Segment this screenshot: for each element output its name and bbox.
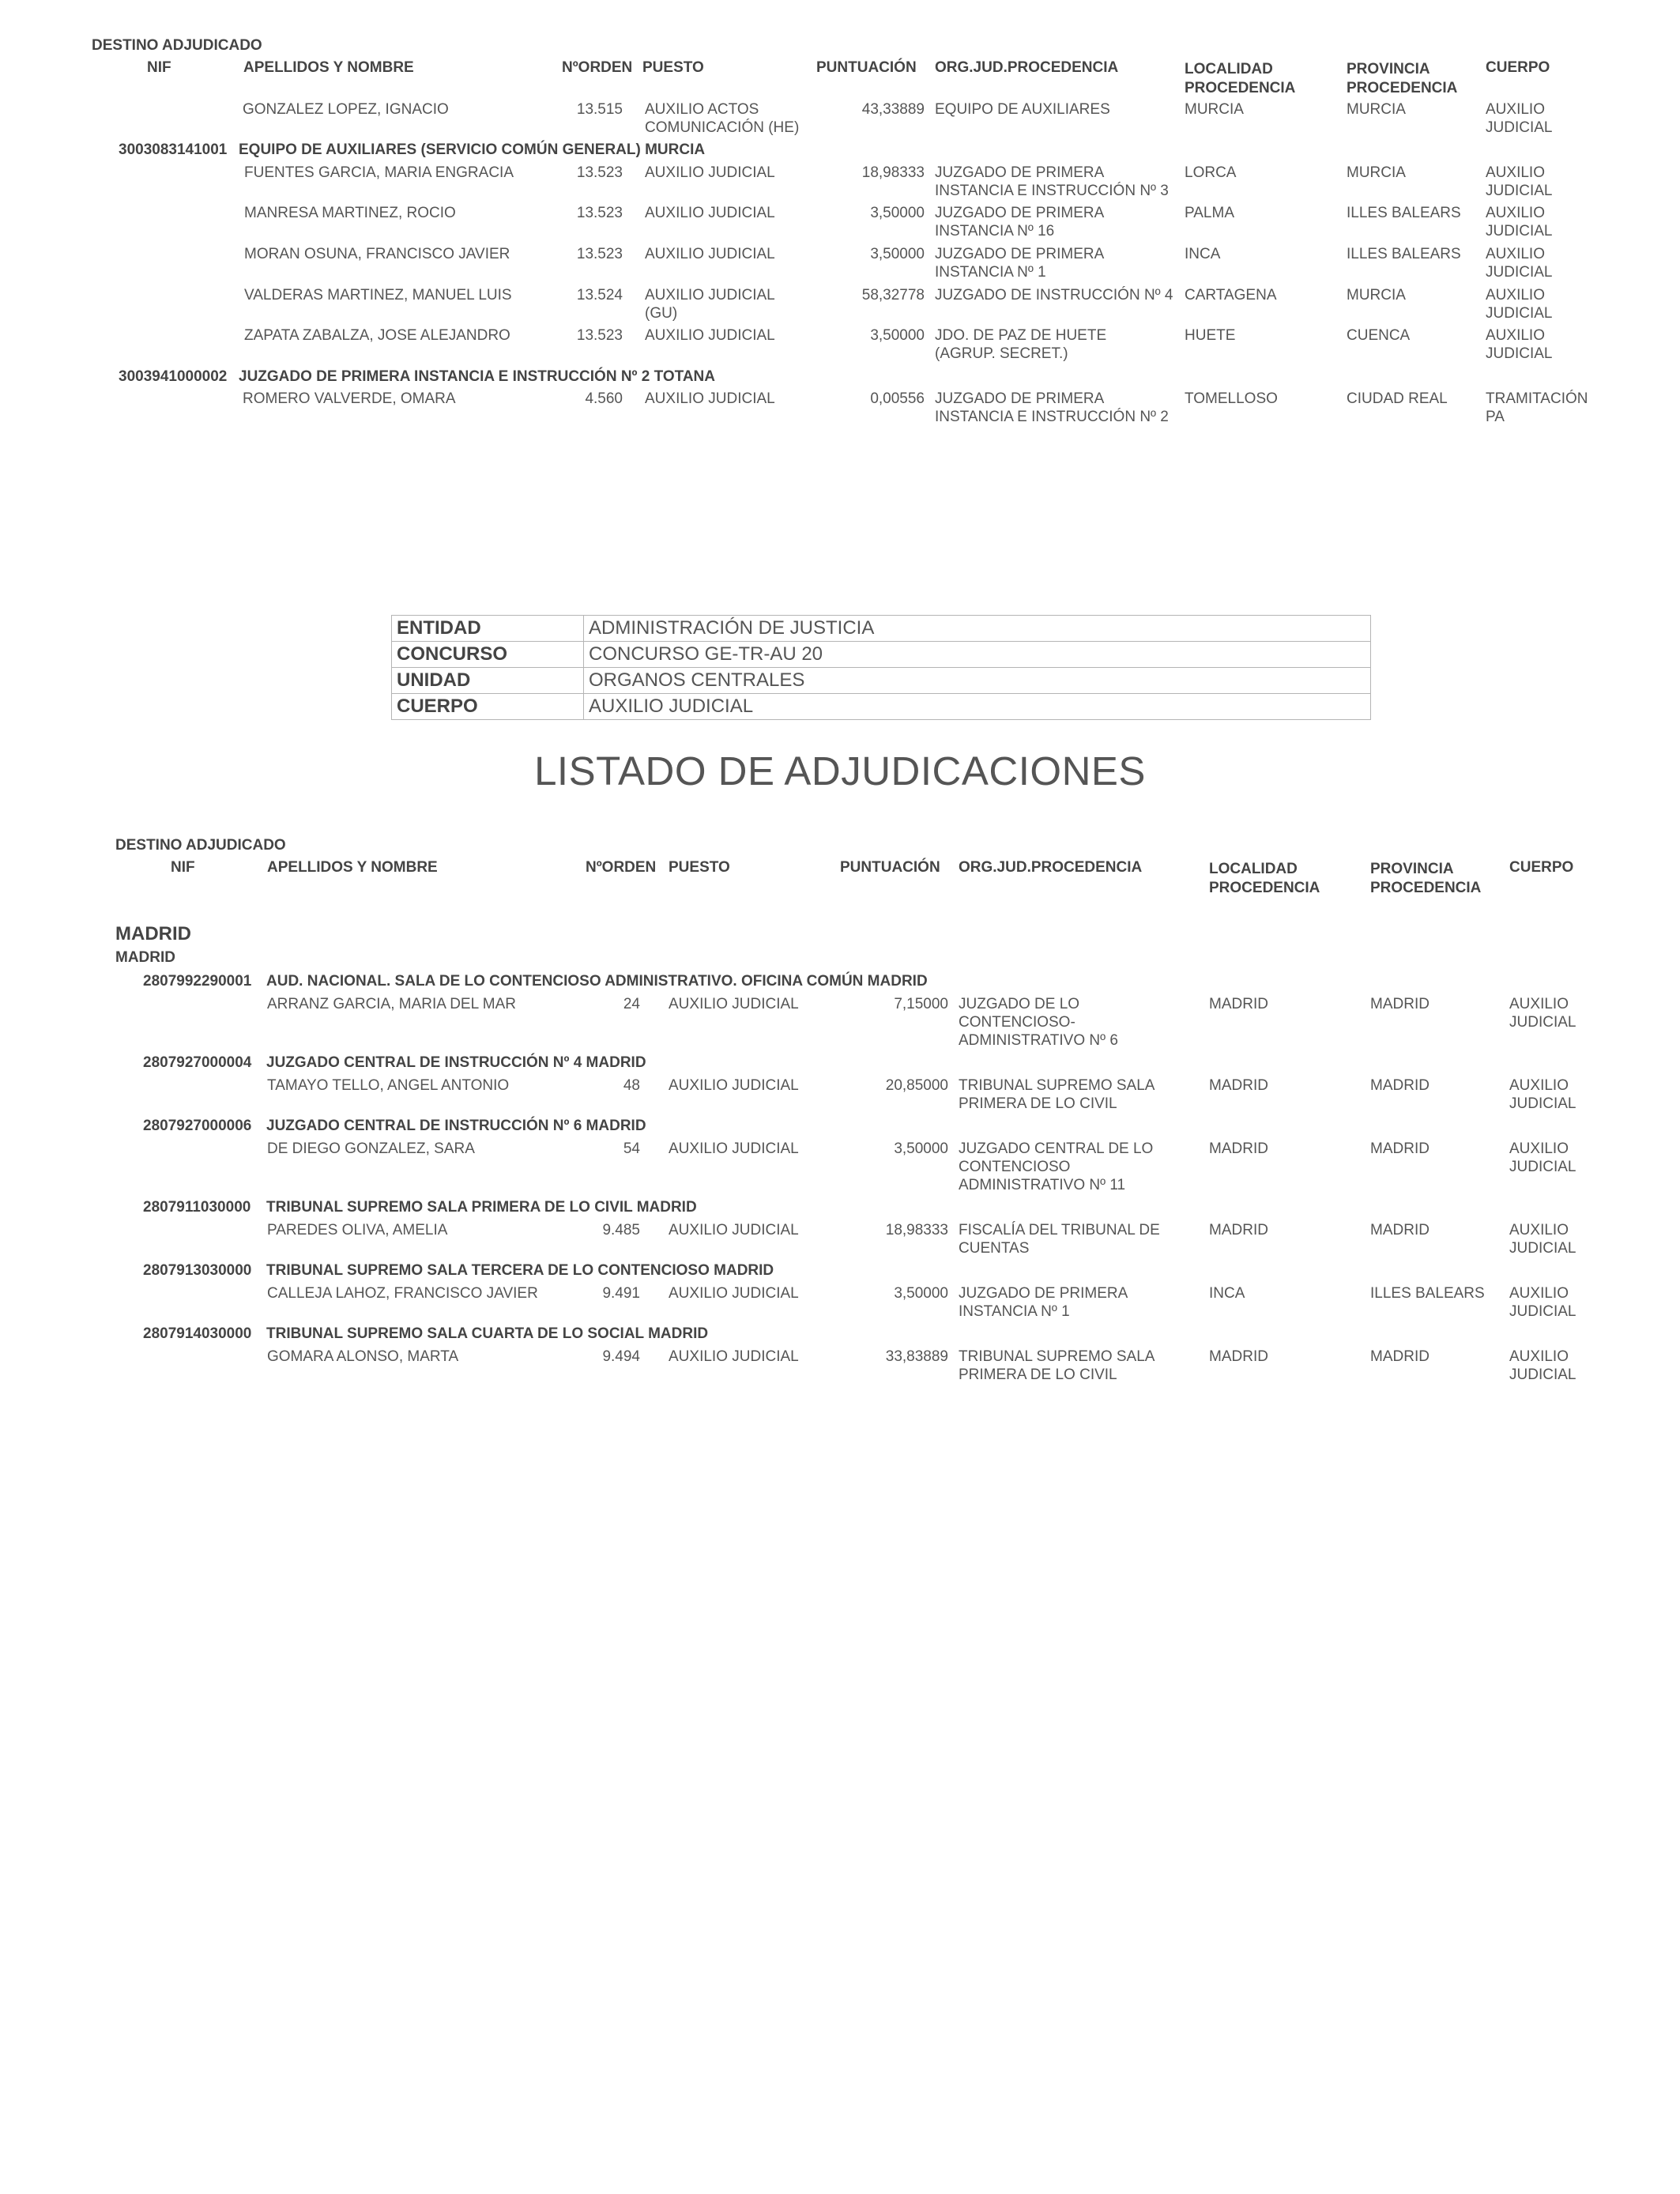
provincia-cell: MADRID [1370, 1140, 1430, 1157]
puntos-cell: 3,50000 [870, 246, 925, 262]
provincia-cell: CUENCA [1347, 327, 1411, 344]
orden-cell: 13.515 [576, 101, 623, 118]
name-cell: ARRANZ GARCIA, MARIA DEL MAR [267, 996, 516, 1012]
localidad-header: LOCALIDAD PROCEDENCIA [1185, 61, 1296, 96]
localidad-cell: CARTAGENA [1185, 287, 1277, 303]
apellidos-header: APELLIDOS Y NOMBRE [267, 859, 438, 876]
unidad-value: ORGANOS CENTRALES [584, 668, 1371, 694]
destino-code: 3003941000002 [119, 368, 228, 385]
destino-name: TRIBUNAL SUPREMO SALA CUARTA DE LO SOCIAL MADRID [266, 1325, 709, 1342]
name-cell: DE DIEGO GONZALEZ, SARA [267, 1140, 475, 1157]
puesto-cell: AUXILIO ACTOS COMUNICACIÓN (HE) [645, 101, 800, 136]
puntos-cell: 3,50000 [894, 1140, 948, 1157]
destino-name: AUD. NACIONAL. SALA DE LO CONTENCIOSO ADMINISTRATIVO. OFICINA COMÚN MADRID [266, 973, 928, 990]
norden-header: NºORDEN [562, 59, 633, 76]
info-row-entidad [392, 616, 1371, 642]
orden-cell: 13.524 [576, 287, 623, 303]
provincia-cell: ILLES BALEARS [1347, 205, 1461, 221]
puesto-cell: AUXILIO JUDICIAL [669, 1285, 799, 1302]
info-row-cuerpo [392, 694, 1371, 720]
puntos-cell: 18,98333 [885, 1222, 948, 1238]
orden-cell: 24 [623, 996, 640, 1012]
destino-name: JUZGADO CENTRAL DE INSTRUCCIÓN Nº 6 MADRID [266, 1118, 646, 1134]
cuerpo-cell: AUXILIO JUDICIAL [1509, 1285, 1576, 1320]
puesto-cell: AUXILIO JUDICIAL [645, 390, 775, 407]
puesto-cell: AUXILIO JUDICIAL [669, 1348, 799, 1365]
orden-cell: 9.494 [602, 1348, 640, 1365]
orden-cell: 13.523 [576, 246, 623, 262]
puesto-cell: AUXILIO JUDICIAL [669, 1222, 799, 1238]
org-cell: FISCALÍA DEL TRIBUNAL DE CUENTAS [959, 1222, 1160, 1257]
provincia-cell: MURCIA [1347, 287, 1406, 303]
cuerpo-cell: AUXILIO JUDICIAL [1509, 1140, 1576, 1175]
orden-cell: 9.485 [602, 1222, 640, 1238]
cuerpo-header: CUERPO [1486, 59, 1550, 76]
puesto-header: PUESTO [642, 59, 704, 76]
cuerpo-cell: AUXILIO JUDICIAL [1486, 101, 1553, 136]
entidad-label: ENTIDAD [392, 616, 584, 642]
puntos-cell: 20,85000 [885, 1077, 948, 1094]
puntos-cell: 3,50000 [870, 205, 925, 221]
info-row-unidad [392, 668, 1371, 694]
puntos-cell: 33,83889 [885, 1348, 948, 1365]
orden-cell: 48 [623, 1077, 640, 1094]
provincia-cell: ILLES BALEARS [1370, 1285, 1485, 1302]
provincia-cell: MADRID [1370, 1077, 1430, 1094]
org-header: ORG.JUD.PROCEDENCIA [935, 59, 1119, 76]
puesto-cell: AUXILIO JUDICIAL [669, 1077, 799, 1094]
destino-code: 2807927000006 [143, 1118, 252, 1134]
localidad-cell: MADRID [1209, 1222, 1268, 1238]
puesto-header: PUESTO [669, 859, 730, 876]
localidad-cell: INCA [1209, 1285, 1245, 1302]
localidad-cell: MADRID [1209, 1140, 1268, 1157]
destino-name: TRIBUNAL SUPREMO SALA PRIMERA DE LO CIVIL MADRID [266, 1199, 697, 1216]
destino-adjudicado-header: DESTINO ADJUDICADO [92, 37, 262, 54]
provincia-cell: MURCIA [1347, 101, 1406, 118]
name-cell: GONZALEZ LOPEZ, IGNACIO [243, 101, 449, 118]
nif-header: NIF [171, 859, 195, 876]
org-cell: JUZGADO DE PRIMERA INSTANCIA Nº 1 [959, 1285, 1128, 1320]
info-row-concurso [392, 642, 1371, 668]
destino-name: JUZGADO CENTRAL DE INSTRUCCIÓN Nº 4 MADRID [266, 1054, 646, 1071]
name-cell: GOMARA ALONSO, MARTA [267, 1348, 459, 1365]
provincia-cell: MURCIA [1347, 164, 1406, 181]
localidad-cell: INCA [1185, 246, 1221, 262]
apellidos-header: APELLIDOS Y NOMBRE [243, 59, 414, 76]
localidad-cell: PALMA [1185, 205, 1235, 221]
name-cell: MANRESA MARTINEZ, ROCIO [244, 205, 456, 221]
puesto-cell: AUXILIO JUDICIAL [645, 205, 775, 221]
localidad-cell: MADRID [1209, 996, 1268, 1012]
localidad-header: LOCALIDAD PROCEDENCIA [1209, 861, 1320, 896]
localidad-cell: LORCA [1185, 164, 1237, 181]
name-cell: ZAPATA ZABALZA, JOSE ALEJANDRO [244, 327, 510, 344]
puesto-cell: AUXILIO JUDICIAL (GU) [645, 287, 775, 322]
org-cell: JUZGADO DE LO CONTENCIOSO-ADMINISTRATIVO Nº 6 [959, 996, 1118, 1049]
destino-name: JUZGADO DE PRIMERA INSTANCIA E INSTRUCCIÓN Nº 2 TOTANA [239, 368, 715, 385]
page-title: LISTADO DE ADJUDICACIONES [534, 748, 1146, 794]
info-table [391, 615, 1371, 720]
cuerpo-cell: AUXILIO JUDICIAL [1509, 1348, 1576, 1383]
unidad-label: UNIDAD [392, 668, 584, 694]
cuerpo-value: AUXILIO JUDICIAL [584, 694, 1371, 720]
puntos-cell: 7,15000 [894, 996, 948, 1012]
org-cell: JUZGADO DE PRIMERA INSTANCIA E INSTRUCCIÓN Nº 3 [935, 164, 1169, 199]
puntuacion-header: PUNTUACIÓN [816, 59, 917, 76]
localidad-cell: MADRID [1209, 1077, 1268, 1094]
name-cell: TAMAYO TELLO, ANGEL ANTONIO [267, 1077, 510, 1094]
destino-code: 2807911030000 [143, 1199, 251, 1216]
org-cell: JUZGADO DE PRIMERA INSTANCIA Nº 1 [935, 246, 1104, 281]
entidad-value: ADMINISTRACIÓN DE JUSTICIA [584, 616, 1371, 642]
cuerpo-header: CUERPO [1509, 859, 1574, 876]
orden-cell: 13.523 [576, 164, 623, 181]
puntuacion-header: PUNTUACIÓN [840, 859, 940, 876]
nif-header: NIF [147, 59, 171, 76]
orden-cell: 4.560 [585, 390, 623, 407]
destino-code: 2807992290001 [143, 973, 252, 990]
org-header: ORG.JUD.PROCEDENCIA [959, 859, 1143, 876]
name-cell: CALLEJA LAHOZ, FRANCISCO JAVIER [267, 1285, 538, 1302]
subregion-heading: MADRID [115, 949, 175, 966]
norden-header: NºORDEN [586, 859, 657, 876]
puesto-cell: AUXILIO JUDICIAL [669, 996, 799, 1012]
destino-code: 2807914030000 [143, 1325, 252, 1342]
destino-code: 3003083141001 [119, 141, 228, 158]
orden-cell: 9.491 [602, 1285, 640, 1302]
cuerpo-cell: AUXILIO JUDICIAL [1486, 164, 1553, 199]
name-cell: VALDERAS MARTINEZ, MANUEL LUIS [244, 287, 512, 303]
cuerpo-label: CUERPO [392, 694, 584, 720]
provincia-cell: MADRID [1370, 1222, 1430, 1238]
cuerpo-cell: AUXILIO JUDICIAL [1486, 205, 1553, 239]
puntos-cell: 0,00556 [870, 390, 925, 407]
puesto-cell: AUXILIO JUDICIAL [645, 164, 775, 181]
provincia-cell: ILLES BALEARS [1347, 246, 1461, 262]
name-cell: FUENTES GARCIA, MARIA ENGRACIA [244, 164, 514, 181]
puesto-cell: AUXILIO JUDICIAL [645, 327, 775, 344]
concurso-value: CONCURSO GE-TR-AU 20 [584, 642, 1371, 668]
puesto-cell: AUXILIO JUDICIAL [645, 246, 775, 262]
name-cell: MORAN OSUNA, FRANCISCO JAVIER [244, 246, 510, 262]
org-cell: TRIBUNAL SUPREMO SALA PRIMERA DE LO CIVIL [959, 1348, 1155, 1383]
puntos-cell: 18,98333 [861, 164, 925, 181]
org-cell: JDO. DE PAZ DE HUETE (AGRUP. SECRET.) [935, 327, 1107, 362]
destino-code: 2807913030000 [143, 1262, 252, 1279]
cuerpo-cell: AUXILIO JUDICIAL [1486, 246, 1553, 281]
puesto-cell: AUXILIO JUDICIAL [669, 1140, 799, 1157]
org-cell: JUZGADO DE PRIMERA INSTANCIA Nº 16 [935, 205, 1104, 239]
puntos-cell: 58,32778 [861, 287, 925, 303]
cuerpo-cell: AUXILIO JUDICIAL [1509, 996, 1576, 1031]
puntos-cell: 43,33889 [861, 101, 925, 118]
puntos-cell: 3,50000 [870, 327, 925, 344]
localidad-cell: TOMELLOSO [1185, 390, 1278, 407]
puntos-cell: 3,50000 [894, 1285, 948, 1302]
name-cell: PAREDES OLIVA, AMELIA [267, 1222, 448, 1238]
org-cell: JUZGADO CENTRAL DE LO CONTENCIOSO ADMINISTRATIVO Nº 11 [959, 1140, 1154, 1193]
localidad-cell: MURCIA [1185, 101, 1244, 118]
provincia-cell: CIUDAD REAL [1347, 390, 1448, 407]
cuerpo-cell: AUXILIO JUDICIAL [1486, 287, 1553, 322]
provincia-header: PROVINCIA PROCEDENCIA [1370, 861, 1482, 896]
cuerpo-cell: AUXILIO JUDICIAL [1486, 327, 1553, 362]
destino-name: EQUIPO DE AUXILIARES (SERVICIO COMÚN GENERAL) MURCIA [239, 141, 706, 158]
provincia-cell: MADRID [1370, 1348, 1430, 1365]
org-cell: TRIBUNAL SUPREMO SALA PRIMERA DE LO CIVIL [959, 1077, 1155, 1112]
org-cell: EQUIPO DE AUXILIARES [935, 101, 1110, 118]
orden-cell: 13.523 [576, 327, 623, 344]
org-cell: JUZGADO DE INSTRUCCIÓN Nº 4 [935, 287, 1173, 303]
localidad-cell: MADRID [1209, 1348, 1268, 1365]
localidad-cell: HUETE [1185, 327, 1236, 344]
cuerpo-cell: AUXILIO JUDICIAL [1509, 1222, 1576, 1257]
org-cell: JUZGADO DE PRIMERA INSTANCIA E INSTRUCCIÓN Nº 2 [935, 390, 1169, 425]
destino-adjudicado-header: DESTINO ADJUDICADO [115, 837, 286, 854]
provincia-header: PROVINCIA PROCEDENCIA [1347, 61, 1458, 96]
orden-cell: 13.523 [576, 205, 623, 221]
concurso-label: CONCURSO [392, 642, 584, 668]
provincia-cell: MADRID [1370, 996, 1430, 1012]
destino-name: TRIBUNAL SUPREMO SALA TERCERA DE LO CONTENCIOSO MADRID [266, 1262, 774, 1279]
cuerpo-cell: AUXILIO JUDICIAL [1509, 1077, 1576, 1112]
orden-cell: 54 [623, 1140, 640, 1157]
cuerpo-cell: TRAMITACIÓN PA [1486, 390, 1588, 425]
name-cell: ROMERO VALVERDE, OMARA [243, 390, 456, 407]
region-heading: MADRID [115, 923, 191, 944]
destino-code: 2807927000004 [143, 1054, 252, 1071]
